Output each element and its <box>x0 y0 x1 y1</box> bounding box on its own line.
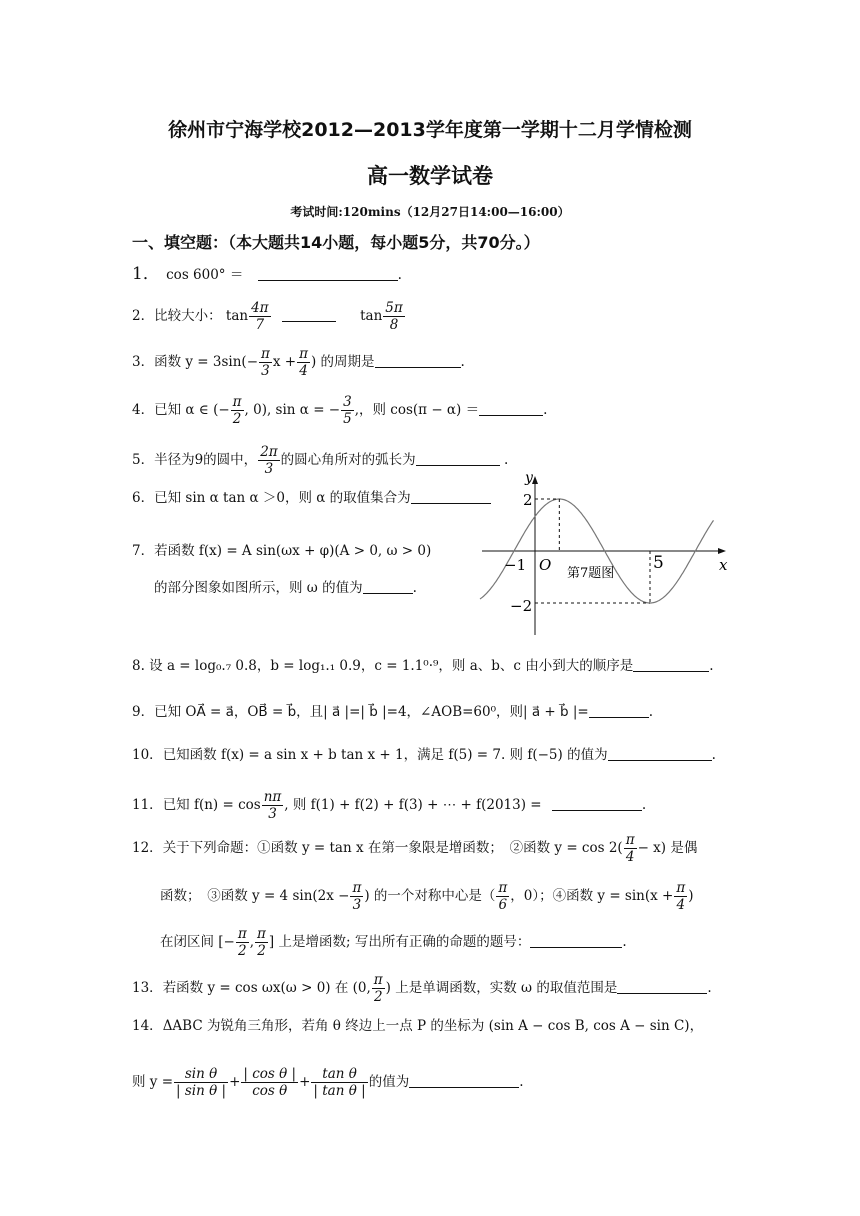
period: . <box>711 747 716 763</box>
period: . <box>709 658 714 674</box>
graph-caption: 第7题图 <box>567 566 615 581</box>
question-text: 的圆心角所对的弧长为 <box>280 452 416 468</box>
period: . <box>622 934 627 950</box>
answer-blank[interactable] <box>375 353 461 368</box>
question-12 <box>132 832 697 865</box>
question-6 <box>132 488 491 508</box>
question-number: 13． <box>132 980 163 996</box>
question-number: 9． <box>132 704 155 720</box>
question-text: ) 的周期是 <box>310 354 375 370</box>
question-text: 半径为9的圆中， <box>154 452 258 468</box>
question-14 <box>132 1016 703 1036</box>
question-number: 8. <box>132 658 150 674</box>
fraction: $\frac{\text{tan θ}}{\text{| tan θ |}}$ <box>313 1066 366 1099</box>
fraction: $\frac{\pi}{3}$ <box>352 880 362 913</box>
answer-blank[interactable] <box>608 746 712 761</box>
question-number: 1． <box>132 264 160 284</box>
question-text: 若函数 f(x) = A sin(ωx + φ)(A > 0, ω > 0) <box>154 543 432 559</box>
question-number: 4． <box>132 402 155 418</box>
x-axis-arrow-icon <box>718 548 726 554</box>
sine-graph <box>478 470 738 640</box>
fraction: $\frac{\text{| cos θ |}}{\text{cos θ}}$ <box>243 1066 297 1099</box>
y-axis-label: y <box>525 470 533 486</box>
fraction: $\frac{\pi}{2}$ <box>257 926 266 959</box>
question-text: ) 的一个对称中心是（ <box>364 888 496 904</box>
answer-blank[interactable] <box>530 933 622 948</box>
exam-time: 考试时间:120mins（12月27日14:00—16:00） <box>290 205 570 219</box>
section-title: 一、填空题：（本大题共14小题，每小题5分，共70分。） <box>132 233 540 252</box>
fraction: $\frac{n\pi}{3}$ <box>263 789 282 822</box>
question-text: 若函数 y = cos ωx(ω > 0) 在 (0, <box>162 980 371 996</box>
question-text: , 0), sin α = − <box>244 402 341 418</box>
fraction: $\frac{\text{sin θ}}{\text{| sin θ |}}$ <box>176 1066 227 1099</box>
tick-label-neg1: −1 <box>504 556 527 574</box>
fraction: $\frac{\pi}{4}$ <box>299 346 308 379</box>
fraction: $\frac{5\pi}{8}$ <box>385 300 403 333</box>
question-text: 函数 y = 3sin(− <box>154 354 259 370</box>
question-text: cos 600° ＝ <box>166 267 244 283</box>
question-text: ) <box>688 888 694 904</box>
answer-blank[interactable] <box>479 401 543 416</box>
question-text: 设 a = log₀.₇ 0.8，b = log₁.₁ 0.9，c = 1.1⁰·⁹，则 a、b、c 由小到大的顺序是 <box>149 658 634 674</box>
question-number: 14． <box>132 1018 163 1034</box>
question-text: 的值为 <box>368 1074 410 1090</box>
question-7-cont <box>154 578 417 598</box>
tan-label: tan <box>360 308 383 324</box>
question-number: 6． <box>132 490 155 506</box>
question-number: 2． <box>132 308 155 324</box>
question-text: 已知 sin α tan α ＞0，则 α 的取值集合为 <box>154 490 411 506</box>
answer-blank[interactable] <box>282 307 336 322</box>
question-text: 已知 α ∈ (− <box>154 402 230 418</box>
question-text: , <box>249 934 255 950</box>
origin-label: O <box>539 556 552 574</box>
question-7 <box>132 541 431 561</box>
x-axis-label: x <box>719 556 728 574</box>
period: . <box>412 580 417 596</box>
question-12-line3 <box>160 926 627 959</box>
period: . <box>503 452 509 468</box>
answer-blank[interactable] <box>416 451 500 466</box>
question-text: x + <box>272 354 297 370</box>
question-text: ,，则 cos(π − α) ＝ <box>354 402 480 418</box>
tick-label-5: 5 <box>653 553 664 573</box>
question-4 <box>132 394 547 427</box>
period: . <box>707 980 712 996</box>
fraction: $\frac{3}{5}$ <box>343 394 352 427</box>
question-10 <box>132 745 716 765</box>
question-text: 关于下列命题：①函数 y = tan x 在第一象限是增函数； ②函数 y = cos 2( <box>162 840 623 856</box>
tick-label-2: 2 <box>523 491 533 509</box>
question-12-line2 <box>160 880 694 913</box>
fraction: $\frac{\pi}{4}$ <box>625 832 635 865</box>
answer-blank[interactable] <box>552 796 642 811</box>
question-text: 在闭区间 [− <box>160 934 235 950</box>
question-14-line2 <box>132 1066 524 1099</box>
question-text: ) 上是单调函数，实数 ω 的取值范围是 <box>385 980 618 996</box>
fraction: $\frac{\pi}{2}$ <box>373 972 383 1005</box>
period: . <box>397 267 402 283</box>
fraction: $\frac{\pi}{2}$ <box>237 926 247 959</box>
question-text: 比较大小： <box>154 308 222 324</box>
question-text: − x) 是偶 <box>637 840 698 856</box>
period: . <box>641 797 647 813</box>
question-number: 3． <box>132 354 155 370</box>
period: . <box>648 704 654 720</box>
question-text: ] 上是增函数; 写出所有正确的命题的题号： <box>268 934 531 950</box>
question-9 <box>132 702 653 722</box>
period: . <box>543 402 548 418</box>
question-3 <box>132 346 465 379</box>
fraction: $\frac{\pi}{2}$ <box>232 394 242 427</box>
plus-sign: + <box>229 1074 241 1090</box>
question-1 <box>132 264 402 285</box>
question-2 <box>132 300 406 333</box>
question-13 <box>132 972 712 1005</box>
question-number: 7． <box>132 543 155 559</box>
question-11 <box>132 789 646 822</box>
question-text: , 则 f(1) + f(2) + f(3) + ⋯ + f(2013) = <box>284 797 542 813</box>
answer-blank[interactable] <box>633 657 709 672</box>
question-number: 10． <box>132 747 163 763</box>
tick-label-neg2: −2 <box>510 597 533 615</box>
question-8 <box>132 656 714 676</box>
question-text: 的部分图象如图所示，则 ω 的值为 <box>154 580 363 596</box>
plus-sign: + <box>299 1074 311 1090</box>
question-text: 已知函数 f(x) = a sin x + b tan x + 1，满足 f(5) = 7. 则 f(−5) 的值为 <box>162 747 608 763</box>
answer-blank[interactable] <box>363 579 413 594</box>
answer-blank[interactable] <box>617 979 707 994</box>
answer-blank[interactable] <box>258 266 398 281</box>
exam-title-line2: 高一数学试卷 <box>367 164 493 188</box>
fraction: $\frac{2\pi}{3}$ <box>260 444 278 477</box>
fraction: $\frac{\pi}{4}$ <box>676 880 686 913</box>
question-text: 已知 f(n) = cos <box>162 797 261 813</box>
question-text: ，0）；④函数 y = sin(x + <box>510 888 674 904</box>
fraction: $\frac{\pi}{3}$ <box>261 346 270 379</box>
fraction: $\frac{4\pi}{7}$ <box>251 300 269 333</box>
question-number: 5． <box>132 452 155 468</box>
question-text: 则 y = <box>132 1074 174 1090</box>
period: . <box>460 354 465 370</box>
period: . <box>519 1074 524 1090</box>
question-text: 函数； ③函数 y = 4 sin(2x − <box>160 888 350 904</box>
question-text: 已知 OA⃗ = a⃗，OB⃗ = b⃗，且| a⃗ |=| b⃗ |=4，∠AOB=60⁰，则| a⃗ + b⃗ |= <box>154 704 589 720</box>
fraction: $\frac{\pi}{6}$ <box>498 880 508 913</box>
question-text: ΔABC 为锐角三角形，若角 θ 终边上一点 P 的坐标为 (sin A − cos B, cos A − sin C)， <box>162 1018 704 1034</box>
answer-blank[interactable] <box>409 1073 519 1088</box>
question-number: 11． <box>132 797 163 813</box>
exam-title-line1: 徐州市宁海学校2012—2013学年度第一学期十二月学情检测 <box>168 119 692 141</box>
question-5 <box>132 444 508 477</box>
answer-blank[interactable] <box>589 703 649 718</box>
tan-label: tan <box>225 308 249 324</box>
question-number: 12． <box>132 840 163 856</box>
